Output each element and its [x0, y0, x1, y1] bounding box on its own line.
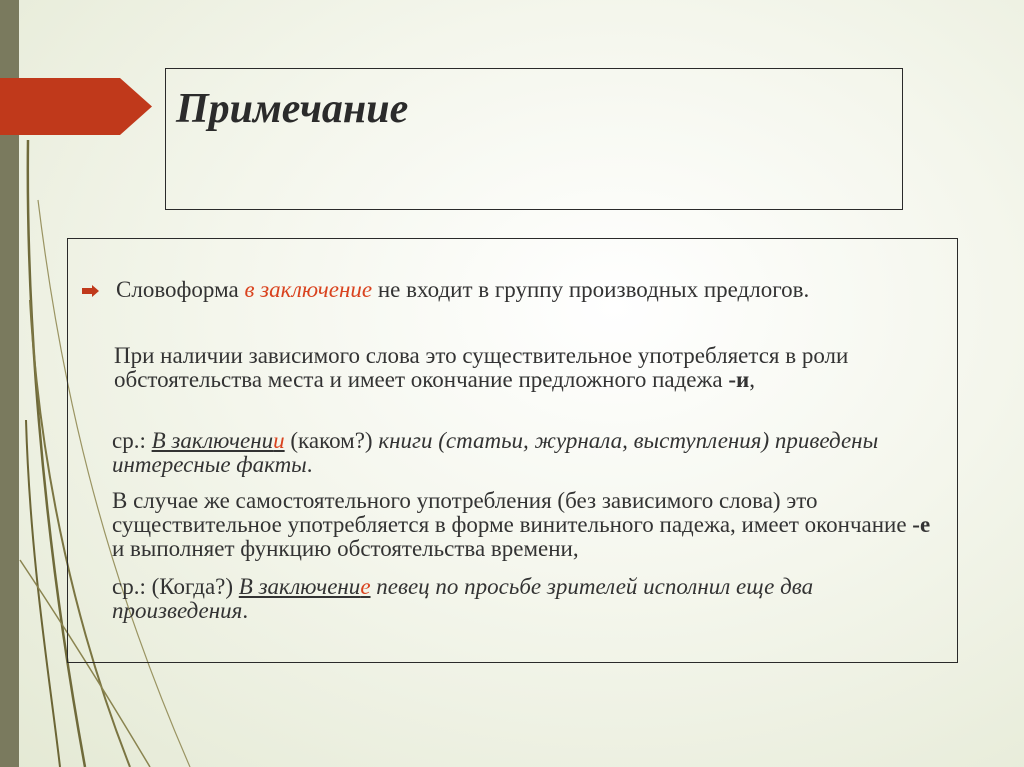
p5-example-rest: певец по просьбе зрителей исполнил еще два произведения	[112, 574, 814, 623]
p3-phrase-stem: В заключени	[151, 428, 274, 453]
p3-example-rest: книги (статьи, журнала, выступления) приведены интересные факты	[112, 428, 879, 477]
p3-cf: ср.:	[112, 428, 152, 453]
p4-text-c: и выполняет функцию обстоятельства времени,	[112, 536, 579, 561]
p4-text-a: В случае же самостоятельного употребления (без зависимого слова) это существительное употребляется в форме винительного падежа, имеет окончание	[112, 488, 913, 537]
p1-highlight: в заключение	[244, 277, 373, 302]
slide-title: Примечание	[176, 86, 409, 132]
p3-period: .	[306, 452, 313, 477]
paragraph-example-1	[112, 429, 932, 477]
title-frame	[165, 68, 903, 210]
paragraph-example-2	[112, 575, 932, 623]
title-arrow-tab	[0, 78, 152, 135]
p4-ending: -е	[912, 512, 931, 537]
p2-text-c: ,	[749, 367, 756, 392]
p5-phrase	[239, 574, 371, 599]
p3-question: (каком?)	[284, 428, 379, 453]
p2-text-a: При наличии зависимого слова это существительное употребляется в роли обстоятельства места и имеет окончание предложного падежа	[114, 343, 849, 392]
p3-phrase	[152, 428, 285, 453]
p1-text-a: Словоформа	[116, 277, 245, 302]
p5-cf: ср.: (Когда?)	[112, 574, 239, 599]
p5-period: .	[242, 598, 249, 623]
p3-phrase-ending: и	[273, 428, 285, 453]
p2-ending: -и	[728, 367, 750, 392]
p5-phrase-ending: е	[360, 574, 371, 599]
content-frame	[67, 238, 958, 663]
arrow-bullet-icon	[82, 285, 99, 297]
paragraph-independent-use	[112, 489, 932, 561]
paragraph-wordform	[116, 278, 896, 302]
p5-phrase-stem: В заключени	[238, 574, 361, 599]
paragraph-dependent-word	[114, 344, 914, 392]
p1-text-c: не входит в группу производных предлогов.	[372, 277, 810, 302]
